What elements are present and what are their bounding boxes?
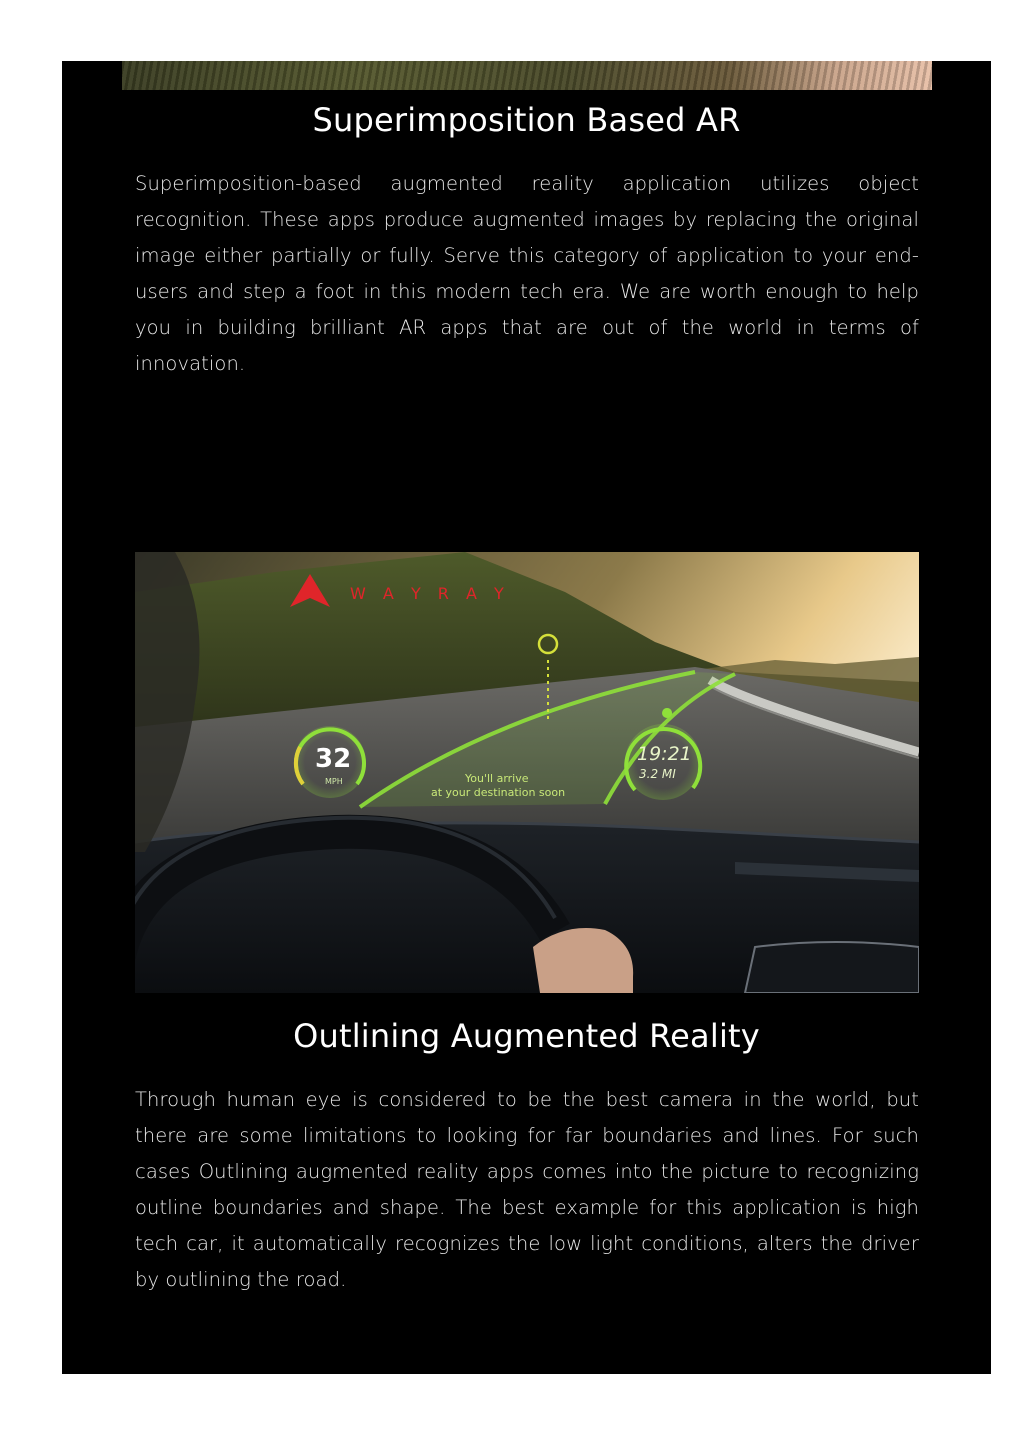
section-title-superimposition: Superimposition Based AR <box>312 101 741 139</box>
hud-eta-time: 19:21 <box>637 743 692 765</box>
wayray-car-hud-image <box>135 552 919 993</box>
previous-image-bottom-strip <box>122 61 932 90</box>
hud-speed: 32 <box>315 744 352 774</box>
section-paragraph-outlining: Through human eye is considered to be the best camera in the world, but there are some limitations to looking for far boundaries and lines. For such cases Outlining augmented reality apps comes into the picture to recognizing outline boundaries and shape. The best example for this application is high tech car, it automatically recognizes the low light conditions, alters the driver by outlining the road. <box>135 1088 919 1291</box>
hud-arrival-line-1: You'll arrive <box>465 772 529 785</box>
section-paragraph-superimposition: Superimposition-based augmented reality application utilizes object recognition. These apps produce augmented images by replacing the original image either partially or fully. Serve this category of application to your end-users and step a foot in this modern tech era. We are worth enough to help you in building brilliant AR apps that are out of the world in terms of innovation. <box>135 172 919 375</box>
content-panel <box>62 61 991 1374</box>
hud-eta-distance: 3.2 MI <box>639 767 676 781</box>
hud-speed-unit: MPH <box>325 777 343 786</box>
section-title-outlining: Outlining Augmented Reality <box>293 1017 760 1055</box>
hud-arrival-line-2: at your destination soon <box>431 786 566 799</box>
brand-text: W A Y R A Y <box>350 584 510 603</box>
